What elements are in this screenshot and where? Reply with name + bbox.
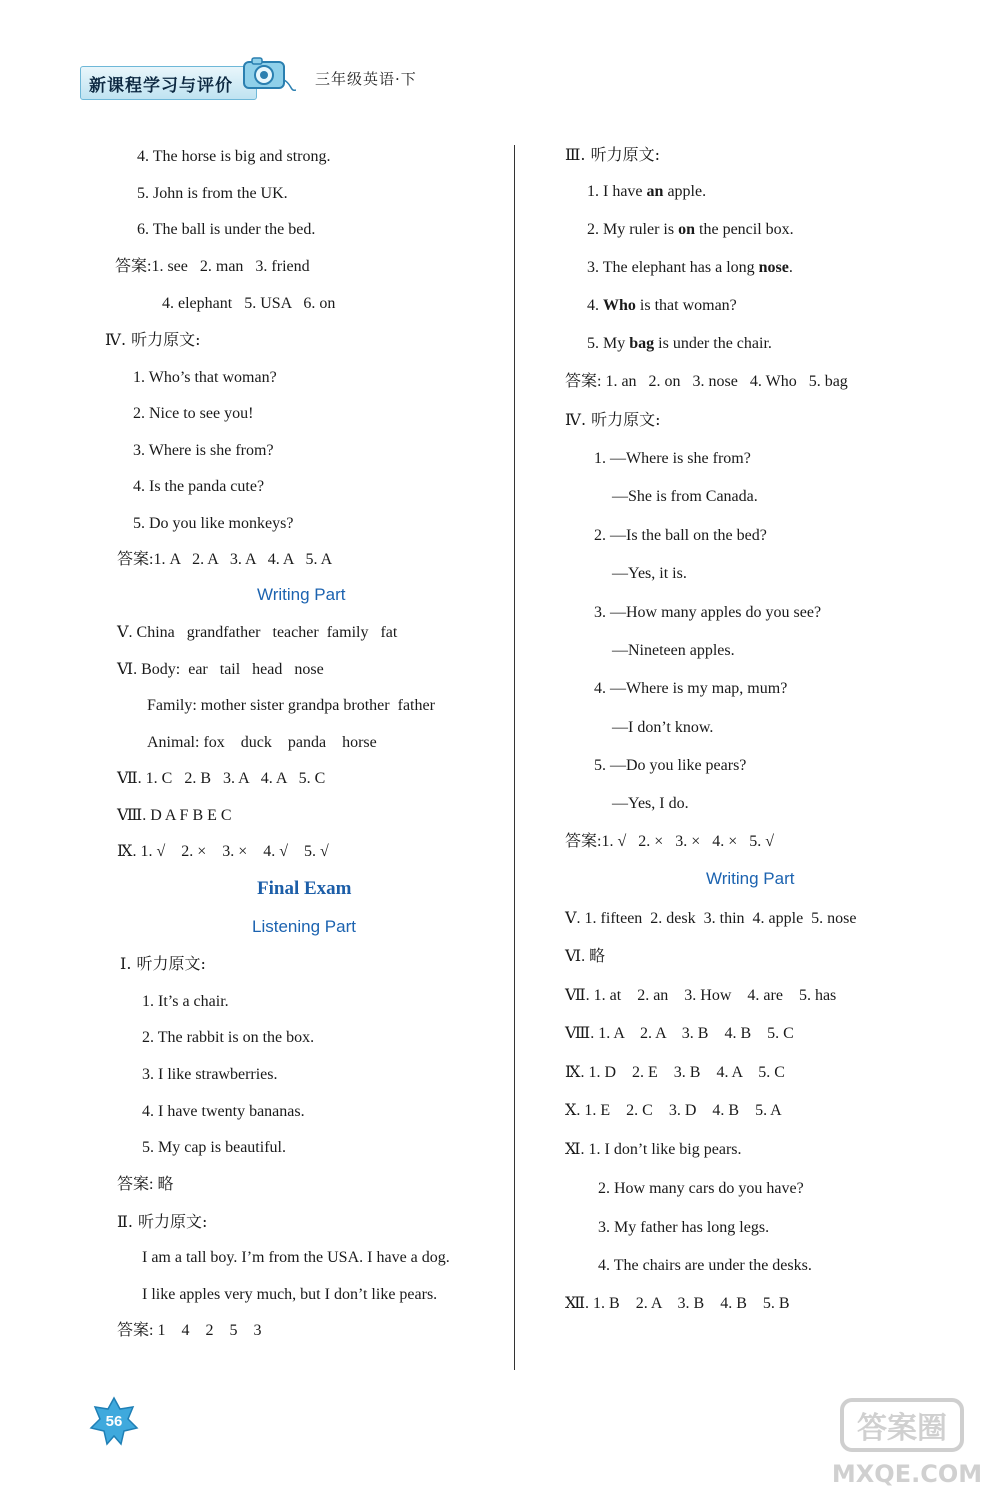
list-item: 6. The ball is under the bed.	[137, 221, 316, 238]
answer-line: 答案: 略	[117, 1176, 174, 1193]
list-item: 2. Nice to see you!	[133, 405, 254, 422]
dialog-line: 4. —Where is my map, mum?	[594, 680, 788, 697]
watermark-logo	[832, 1392, 982, 1492]
answer-line: Ⅻ. 1. B 2. A 3. B 4. B 5. B	[565, 1295, 790, 1312]
list-item: 4. The horse is big and strong.	[137, 148, 331, 165]
answer-line: Ⅶ. 1. C 2. B 3. A 4. A 5. C	[117, 770, 326, 787]
answer-line: Ⅴ. 1. fifteen 2. desk 3. thin 4. apple 5. nose	[565, 910, 857, 927]
passage-line: I like apples very much, but I don’t like pears.	[142, 1286, 438, 1303]
passage-line: I am a tall boy. I’m from the USA. I have a dog.	[142, 1249, 450, 1266]
list-item: 3. I like strawberries.	[142, 1066, 278, 1083]
dialog-line: —Nineteen apples.	[612, 642, 735, 659]
page-number-badge	[88, 1395, 140, 1447]
column-divider	[514, 145, 515, 1370]
list-item: 5. John is from the UK.	[137, 185, 288, 202]
answer-line: 4. The chairs are under the desks.	[598, 1257, 812, 1274]
camera-icon	[240, 54, 296, 94]
series-title: 新课程学习与评价	[89, 76, 233, 96]
section-title: Ⅱ. 听力原文:	[117, 1212, 208, 1231]
answer-line: Ⅷ. 1. A 2. A 3. B 4. B 5. C	[565, 1025, 794, 1042]
answer-line: Ⅵ. Body: ear tail head nose	[117, 661, 324, 678]
writing-part-heading: Writing Part	[706, 869, 795, 888]
list-item: 4. Is the panda cute?	[133, 478, 265, 495]
page-header	[80, 52, 520, 104]
answer-line: Ⅴ. China grandfather teacher family fat	[117, 624, 398, 641]
dialog-line: —Yes, I do.	[612, 795, 689, 812]
list-item: 1. It’s a chair.	[142, 993, 229, 1010]
answer-line: Animal: fox duck panda horse	[147, 734, 377, 751]
list-item: 2. My ruler is on the pencil box.	[587, 221, 794, 238]
dialog-line: —Yes, it is.	[612, 565, 687, 582]
writing-part-heading: Writing Part	[257, 585, 346, 604]
page-number: 56	[105, 1413, 123, 1430]
section-title: Ⅳ. 听力原文:	[105, 330, 201, 349]
list-item: 4. Who is that woman?	[587, 297, 737, 314]
answer-line: Ⅷ. D A F B E C	[117, 807, 232, 824]
list-item: 2. The rabbit is on the box.	[142, 1029, 315, 1046]
list-item: 4. I have twenty bananas.	[142, 1103, 305, 1120]
answer-line: 答案:1. see 2. man 3. friend	[115, 258, 310, 275]
answer-line: 3. My father has long legs.	[598, 1219, 770, 1236]
list-item: 1. Who’s that woman?	[133, 369, 277, 386]
list-item: 1. I have an apple.	[587, 183, 707, 200]
answer-line: Ⅸ. 1. √ 2. × 3. × 4. √ 5. √	[117, 843, 329, 860]
watermark-text: MXQE.COM	[832, 1460, 982, 1488]
answer-line: Family: mother sister grandpa brother father	[147, 697, 435, 714]
answer-line: Ⅵ. 略	[565, 948, 606, 965]
section-title: Ⅳ. 听力原文:	[565, 410, 661, 429]
list-item: 3. The elephant has a long nose.	[587, 259, 793, 276]
answer-line: Ⅸ. 1. D 2. E 3. B 4. A 5. C	[565, 1064, 785, 1081]
answer-line: Ⅶ. 1. at 2. an 3. How 4. are 5. has	[565, 987, 837, 1004]
dialog-line: —I don’t know.	[612, 719, 714, 736]
answer-line: 答案:1. √ 2. × 3. × 4. × 5. √	[565, 833, 775, 850]
dialog-line: 3. —How many apples do you see?	[594, 604, 822, 621]
dialog-line: 1. —Where is she from?	[594, 450, 751, 467]
answer-line: Ⅺ. 1. I don’t like big pears.	[565, 1141, 742, 1158]
dialog-line: —She is from Canada.	[612, 488, 758, 505]
svg-text:答案圈: 答案圈	[857, 1411, 947, 1446]
list-item: 5. Do you like monkeys?	[133, 515, 294, 532]
dialog-line: 5. —Do you like pears?	[594, 757, 747, 774]
listening-part-heading: Listening Part	[252, 917, 356, 936]
list-item: 5. My bag is under the chair.	[587, 335, 772, 352]
section-title: Ⅰ. 听力原文:	[120, 954, 206, 973]
final-exam-heading: Final Exam	[257, 878, 352, 899]
series-banner	[80, 66, 257, 100]
answer-line: 答案:1. A 2. A 3. A 4. A 5. A	[117, 551, 333, 568]
section-title: Ⅲ. 听力原文:	[565, 145, 660, 164]
list-item: 3. Where is she from?	[133, 442, 274, 459]
book-subtitle: 三年级英语·下	[315, 70, 417, 88]
answer-line: 答案: 1 4 2 5 3	[117, 1322, 262, 1339]
answer-line: 答案: 1. an 2. on 3. nose 4. Who 5. bag	[565, 373, 848, 390]
answer-line: 4. elephant 5. USA 6. on	[162, 295, 336, 312]
list-item: 5. My cap is beautiful.	[142, 1139, 286, 1156]
answer-line: Ⅹ. 1. E 2. C 3. D 4. B 5. A	[565, 1102, 782, 1119]
dialog-line: 2. —Is the ball on the bed?	[594, 527, 767, 544]
answer-line: 2. How many cars do you have?	[598, 1180, 804, 1197]
